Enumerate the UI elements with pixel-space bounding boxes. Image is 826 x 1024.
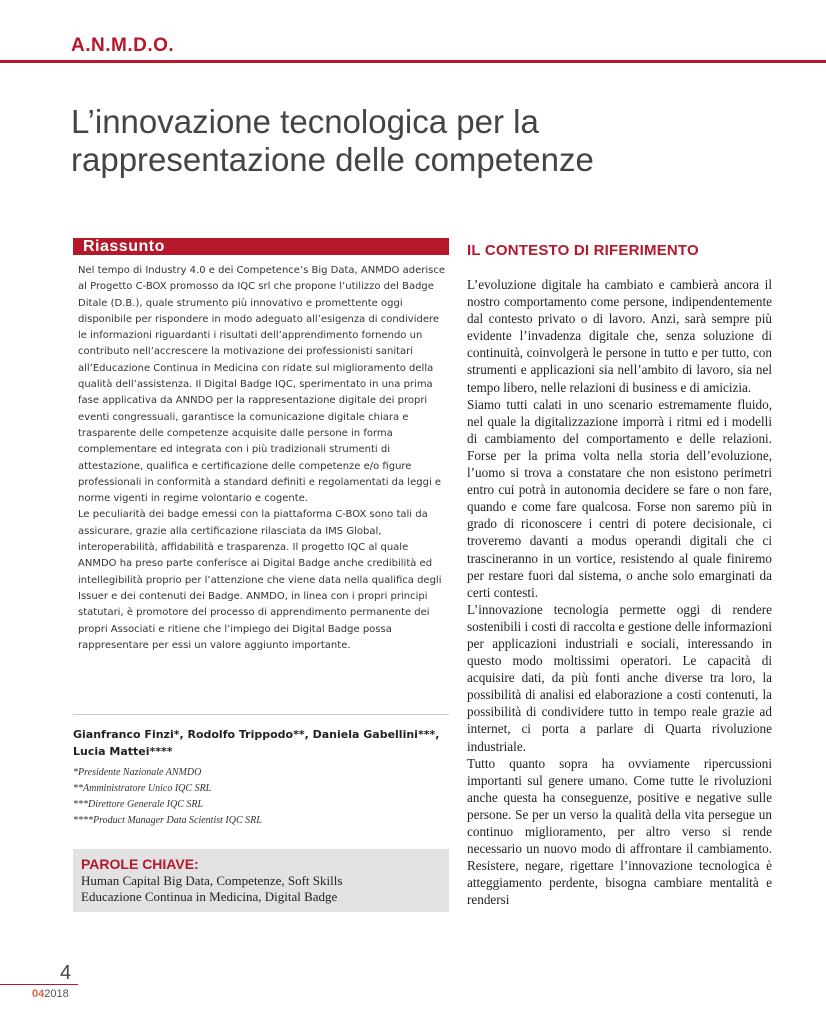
keywords-line: Educazione Continua in Medicina, Digital Badge bbox=[81, 889, 338, 904]
issue-year: 2018 bbox=[44, 988, 69, 1000]
article-title bbox=[71, 103, 771, 179]
page-number: 4 bbox=[60, 962, 72, 984]
body-paragraph: Tutto quanto sopra ha ovviamente ripercussioni importanti sul genere umano. Come tutte le rivoluzioni anche questa ha conseguenze, positive e negative sulle persone. Se per un verso la qualità della vita persegue un continuo miglioramento, per altro verso si rende necessario un nuovo modo di affrontare il cambiamento. Resistere, negare, rigettare l’innovazione tecnologica è atteggiamento perdente, bisogna cambiare mentalità e rendersi bbox=[467, 755, 772, 908]
affiliation-item: ****Product Manager Data Scientist IQC SRL bbox=[73, 815, 262, 826]
header-divider bbox=[0, 60, 826, 63]
body-paragraph: L’evoluzione digitale ha cambiato e cambierà ancora il nostro comportamento come persone, indipendentemente dal contesto privato o di lavoro. Anzi, sarà sempre più evidente l’invadenza digitale che, senza soluzione di continuità, coinvolgerà le persone in tutto e per tutto, con strumenti e applicazioni sia nell’ambito di lavoro, sia nel tempo libero, nelle relazioni di business e di amicizia. bbox=[467, 277, 772, 395]
magazine-logo: A.N.M.D.O. bbox=[71, 35, 175, 56]
issue-number: 04 bbox=[32, 988, 45, 1000]
authors-divider bbox=[73, 714, 449, 715]
footer-divider bbox=[0, 984, 78, 985]
abstract-body bbox=[78, 263, 448, 654]
abstract-paragraph: Le peculiarità dei badge emessi con la piattaforma C-BOX sono tali da assicurare, grazie alla certificazione rilasciata da IMS Global, interoperabilità, affidabilità e trasparenza. Il progetto IQC al quale ANMDO ha preso parte conferisce ai Digital Badge anche credibilità ed intellegibilità proprio per l’attenzione che viene data nella qualifica degli Issuer e dei contenuti dei Badge. ANMDO, in linea con i propri principi statutari, è promotore del processo di apprendimento permanente dei propri Associati e ritiene che l’impiego dei Digital Badge possa rappresentare per essi un valore aggiunto importante. bbox=[78, 509, 442, 651]
author-affiliations bbox=[73, 765, 453, 829]
author-names: Gianfranco Finzi*, Rodolfo Trippodo**, Daniela Gabellini***, Lucia Mattei**** bbox=[73, 728, 440, 758]
keywords-box bbox=[73, 849, 449, 912]
title-line-1: L’innovazione tecnologica per la bbox=[71, 103, 539, 140]
keywords-line: Human Capital Big Data, Competenze, Soft Skills bbox=[81, 873, 343, 888]
keywords-label: PAROLE CHIAVE: bbox=[81, 856, 199, 872]
affiliation-item: ***Direttore Generale IQC SRL bbox=[73, 799, 204, 810]
title-line-2: rappresentazione delle competenze bbox=[71, 141, 594, 178]
abstract-heading: Riassunto bbox=[73, 238, 449, 255]
body-paragraph: Siamo tutti calati in uno scenario estremamente fluido, nel quale la digitalizzazione imporrà i ritmi ed i modelli di cambiamento del comportamento e delle relazioni. Forse per la prima volta nella storia dell’evoluzione, l’uomo si trova a constatare che non esistono perimetri entro cui potrà in autonomia decidere se fare o non fare, quando e come fare qualcosa. Forse non saremo più in grado di riconoscere i centri di potere decisionale, ci troveremo davanti a modus operandi digitali che ci trascineranno in un vortice, resistendo al quale finiremo per restare fuori dal sistema, o anche solo emarginati da certi contesti. bbox=[467, 396, 772, 600]
issue-label bbox=[32, 988, 69, 1000]
affiliation-item: **Amministratore Unico IQC SRL bbox=[73, 783, 212, 794]
section-body bbox=[467, 276, 772, 908]
section-heading: IL CONTESTO DI RIFERIMENTO bbox=[467, 242, 699, 259]
affiliation-item: *Presidente Nazionale ANMDO bbox=[73, 767, 202, 778]
body-paragraph: L’innovazione tecnologia permette oggi di rendere sostenibili i costi di raccolta e gestione delle informazioni per applicazioni industriali e sociali, interessando in questo modo moltissimi operatori. Le capacità di acquisire dati, da più fonti anche diverse tra loro, la possibilità di analisi ed elaborazione a costi contenuti, la possibilità di condividere tutto in tempo reale grazie ad internet, ci porta a parlare di Quarta rivoluzione industriale. bbox=[467, 601, 772, 754]
abstract-paragraph: Nel tempo di Industry 4.0 e dei Competence’s Big Data, ANMDO aderisce al Progetto C-BOX promosso da IQC srl che propone l’utilizzo del Badge Ditale (D.B.), quale strumento più innovativo e promettente oggi disponibile per rispondere in modo adeguato all’esigenza di condividere le informazioni riguardanti i risultati dell’apprendimento fornendo un contributo nell’accrescere la motivazione dei professionisti sanitari all’Educazione Continua in Medicina con ridate sul miglioramento della qualità dell’assistenza. Il Digital Badge IQC, sperimentato in una prima fase applicativa da ANNDO per la rappresentazione digitale dei propri eventi congressuali, garantisce la comunicazione digitale chiara e trasparente delle competenze acquisite dalle persone in forma complementare ed integrata con i più tradizionali strumenti di attestazione, qualifica e certificazione delle competenze e/o figure professionali in conformità a standard definiti e regolamentati da leggi e norme vigenti in regime volontario e cogente. bbox=[78, 265, 445, 505]
